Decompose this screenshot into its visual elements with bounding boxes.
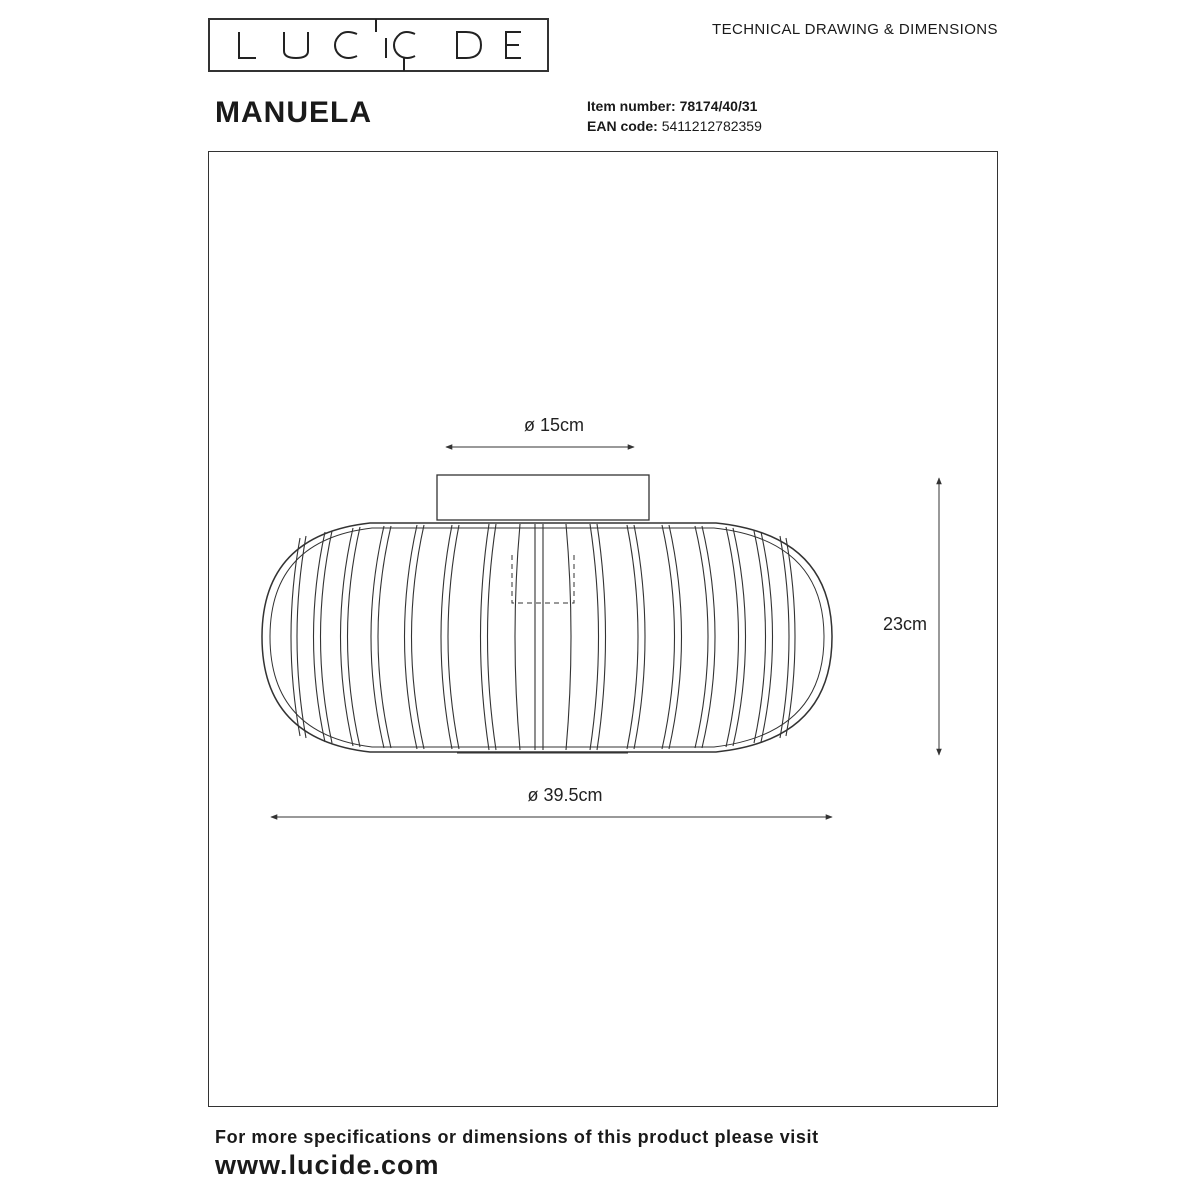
footer-text: For more specifications or dimensions of this product please visit (215, 1127, 819, 1147)
item-number-label: Item number: (587, 98, 676, 114)
ean-code-value: 5411212782359 (661, 118, 762, 134)
product-name: MANUELA (215, 96, 372, 129)
footer-url-link[interactable]: www.lucide.com (215, 1150, 440, 1180)
top-diameter-label: ø 15cm (523, 415, 585, 435)
shade-ribs (291, 524, 795, 750)
canopy (437, 475, 649, 520)
ean-code-label: EAN code: (587, 118, 658, 134)
document-heading: TECHNICAL DRAWING & DIMENSIONS (712, 21, 998, 38)
bottom-diameter-label: ø 39.5cm (527, 785, 603, 805)
height-label: 23cm (882, 614, 928, 634)
item-number-value: 78174/40/31 (679, 98, 758, 114)
